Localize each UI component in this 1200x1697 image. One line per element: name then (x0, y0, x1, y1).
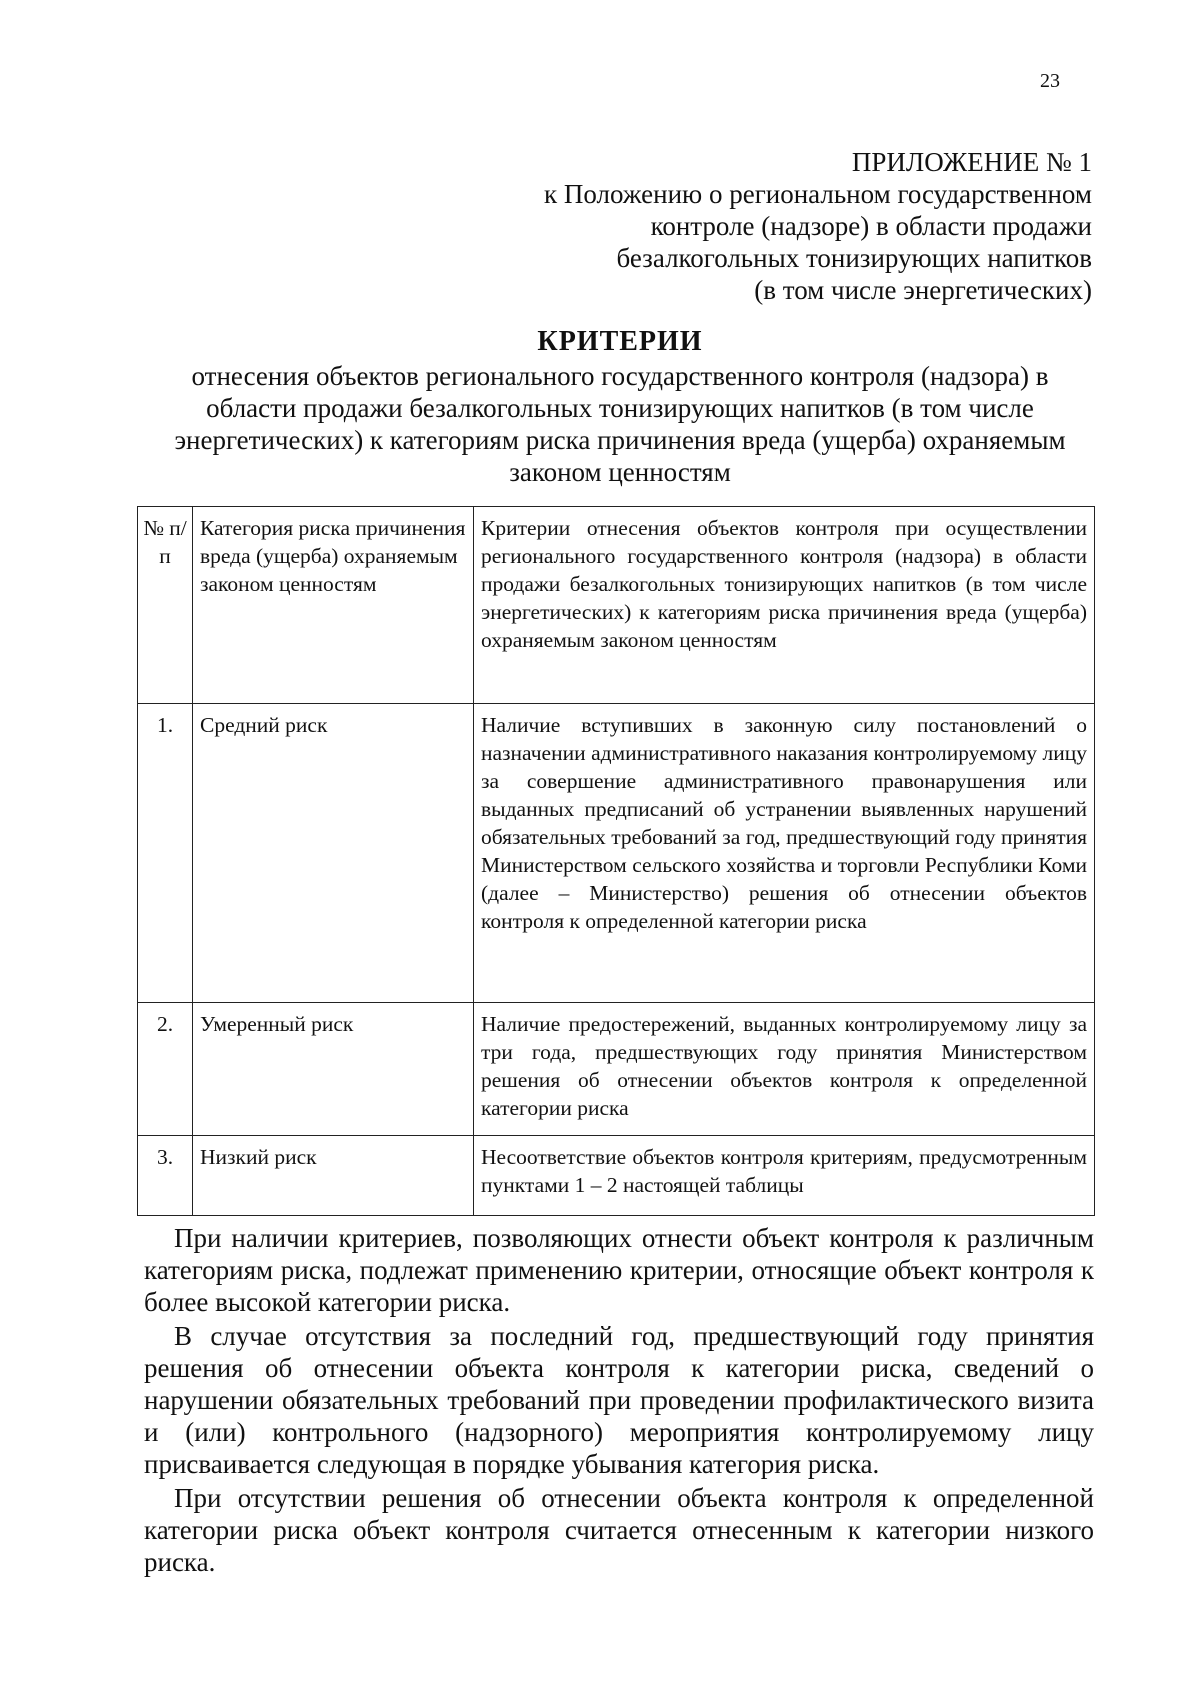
body-text (144, 1222, 1094, 1580)
appendix-line: безалкогольных тонизирующих напитков (616, 243, 1092, 273)
subtitle-line: области продажи безалкогольных тонизирующих напитков (в том числе (206, 393, 1034, 423)
row-category: Средний риск (193, 704, 474, 1003)
row-criteria: Наличие вступивших в законную силу постановлений о назначении административного наказания контролируемому лицу за совершение административного правонарушения или выданных предписаний об устранении выявленных нарушений обязательных требований за год, предшествующий году принятия Министерством сельского хозяйства и торговли Республики Коми (далее – Министерство) решения об отнесении объектов контроля к определенной категории риска (474, 704, 1095, 1003)
table-row (138, 1003, 1095, 1136)
appendix-line: контроле (надзоре) в области продажи (650, 211, 1092, 241)
appendix-line: (в том числе энергетических) (754, 275, 1092, 305)
row-category: Низкий риск (193, 1136, 474, 1216)
row-number: 1. (138, 704, 193, 1003)
body-paragraph: При отсутствии решения об отнесении объекта контроля к определенной категории риска объект контроля считается отнесенным к категории низкого риска. (144, 1483, 1094, 1577)
row-number: 3. (138, 1136, 193, 1216)
table-row (138, 1136, 1095, 1216)
table-row (138, 704, 1095, 1003)
subtitle-line: отнесения объектов регионального государственного контроля (надзора) в (191, 361, 1049, 391)
row-category: Умеренный риск (193, 1003, 474, 1136)
page-number: 23 (1040, 70, 1060, 92)
subtitle-line: законом ценностям (509, 457, 731, 487)
subtitle-line: энергетических) к категориям риска причинения вреда (ущерба) охраняемым (174, 425, 1066, 455)
row-criteria: Несоответствие объектов контроля критериям, предусмотренным пунктами 1 – 2 настоящей таблицы (474, 1136, 1095, 1216)
body-paragraph: В случае отсутствия за последний год, предшествующий году принятия решения об отнесении объекта контроля к категории риска, сведений о нарушении обязательных требований при проведении профилактического визита и (или) контрольного (надзорного) мероприятия контролируемому лицу присваивается следующая в порядке убывания категория риска. (144, 1321, 1094, 1479)
row-criteria: Наличие предостережений, выданных контролируемому лицу за три года, предшествующих году принятия Министерством решения об отнесении объектов контроля к определенной категории риска (474, 1003, 1095, 1136)
document-title: КРИТЕРИИ (537, 326, 703, 357)
appendix-line: к Положению о региональном государственном (544, 179, 1092, 209)
header-category: Категория риска причинения вреда (ущерба) охраняемым законом ценностям (193, 507, 474, 704)
risk-criteria-table (137, 506, 1095, 1216)
appendix-line: ПРИЛОЖЕНИЕ № 1 (851, 147, 1092, 177)
body-paragraph: При наличии критериев, позволяющих отнести объект контроля к различным категориям риска, подлежат применению критерии, относящие объект контроля к более высокой категории риска. (144, 1223, 1094, 1317)
table-header-row (138, 507, 1095, 704)
document-subtitle (140, 360, 1100, 488)
row-number: 2. (138, 1003, 193, 1136)
header-number: № п/п (138, 507, 193, 704)
appendix-heading (452, 146, 1092, 306)
header-criteria: Критерии отнесения объектов контроля при осуществлении регионального государственного контроля (надзора) в области продажи безалкогольных тонизирующих напитков (в том числе энергетических) к категориям риска причинения вреда (ущерба) охраняемым законом ценностям (474, 507, 1095, 704)
